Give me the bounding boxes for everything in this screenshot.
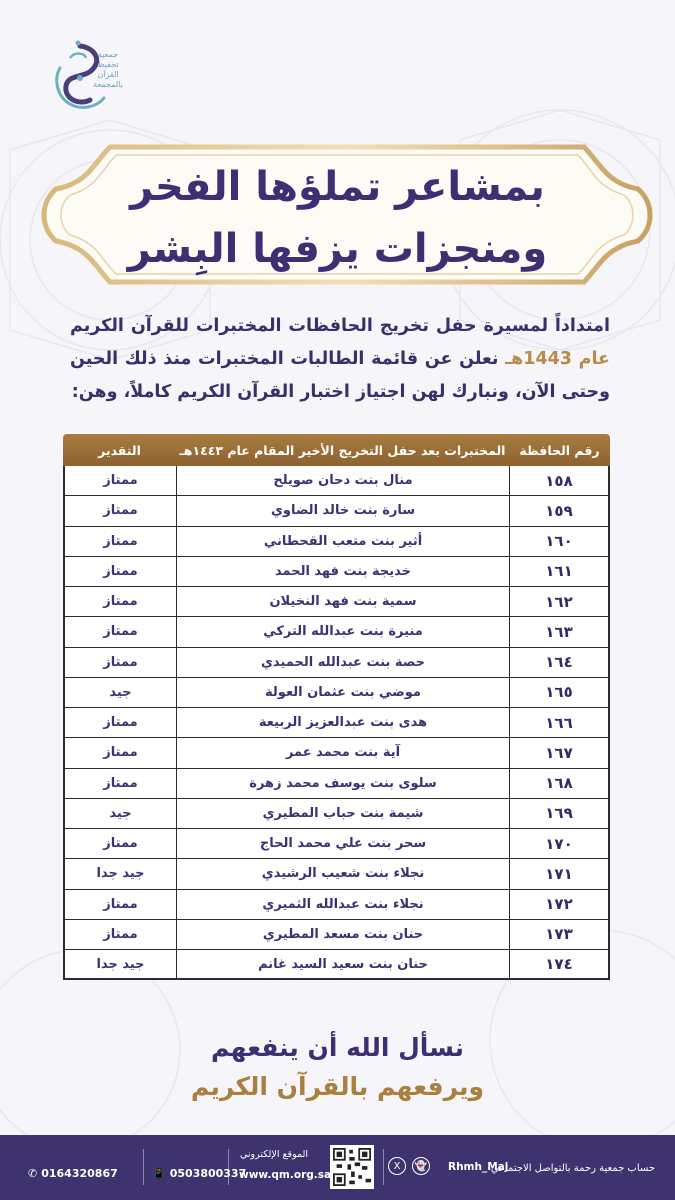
cell-grade: ممتاز — [63, 829, 176, 858]
cell-num: ١٦٥ — [509, 678, 610, 707]
table-row — [63, 466, 610, 496]
cell-num: ١٦٧ — [509, 738, 610, 767]
table-row — [63, 859, 610, 889]
cell-grade: جيد — [63, 799, 176, 828]
table-row — [63, 708, 610, 738]
cell-grade: ممتاز — [63, 496, 176, 525]
cell-name: آية بنت محمد عمر — [176, 738, 509, 767]
table-row — [63, 617, 610, 647]
cell-grade: ممتاز — [63, 648, 176, 677]
cell-num: ١٧٤ — [509, 950, 610, 978]
social-icons — [388, 1157, 430, 1175]
website-label: الموقع الإلكتروني — [240, 1149, 309, 1160]
cell-name: سلوى بنت يوسف محمد زهرة — [176, 769, 509, 798]
cell-grade: ممتاز — [63, 920, 176, 949]
cell-grade: ممتاز — [63, 557, 176, 586]
cell-name: حنان بنت مسعد المطيري — [176, 920, 509, 949]
snapchat-icon[interactable]: 👻 — [412, 1157, 430, 1175]
header-grade: التقدير — [98, 442, 141, 458]
social-label: حساب جمعية رحمة بالتواصل الاجتماعي — [490, 1163, 655, 1174]
cell-grade: ممتاز — [63, 527, 176, 556]
table-row — [63, 829, 610, 859]
phone-landline-number: 0164320867 — [41, 1167, 118, 1180]
phone-icon: ✆ — [28, 1167, 38, 1180]
cell-grade: ممتاز — [63, 738, 176, 767]
cell-num: ١٦٤ — [509, 648, 610, 677]
cell-grade: ممتاز — [63, 769, 176, 798]
cell-num: ١٦٢ — [509, 587, 610, 616]
cell-name: شيمة بنت حباب المطيري — [176, 799, 509, 828]
closing-line1: نسأل الله أن ينفعهم — [210, 1033, 465, 1062]
cell-grade: جيد جدا — [63, 950, 176, 978]
intro-year: عام 1443هـ — [505, 349, 611, 369]
website-link[interactable]: www.qm.org.sa — [239, 1169, 332, 1181]
cell-num: ١٦٣ — [509, 617, 610, 646]
header-name: المختبرات بعد حفل التخريج الأخير المقام عام ١٤٤٣هـ — [179, 442, 506, 458]
footer-divider — [143, 1149, 144, 1185]
header-num: رقم الحافظة — [519, 442, 600, 458]
cell-name: منيرة بنت عبدالله التركي — [176, 617, 509, 646]
cell-name: حنان بنت سعيد السيد غانم — [176, 950, 509, 978]
table-row — [63, 890, 610, 920]
cell-num: ١٦١ — [509, 557, 610, 586]
table-row — [63, 678, 610, 708]
table-body — [63, 466, 610, 980]
table-row — [63, 738, 610, 768]
logo-text: جمعية تحفيظ القرآن بالمجمعة — [93, 50, 123, 89]
cell-num: ١٥٩ — [509, 496, 610, 525]
cell-num: ١٧٢ — [509, 890, 610, 919]
graduates-table — [63, 434, 610, 980]
cell-name: نجلاء بنت شعيب الرشيدي — [176, 859, 509, 888]
intro-paragraph — [70, 310, 610, 409]
cell-name: أثير بنت متعب القحطاني — [176, 527, 509, 556]
table-row — [63, 950, 610, 980]
cell-grade: جيد جدا — [63, 859, 176, 888]
banner-title-line1: بمشاعر تملؤها الفخر — [130, 164, 545, 210]
table-row — [63, 587, 610, 617]
cell-grade: ممتاز — [63, 617, 176, 646]
intro-part2: نعلن عن قائمة الطالبات المختبرات منذ ذلك الحين وحتى الآن، ونبارك لهن اجتياز اختبار القرآن الكريم كاملاً، وهن: — [70, 349, 610, 402]
phone-mobile[interactable] — [152, 1167, 246, 1180]
footer — [0, 1135, 675, 1200]
intro-part1: امتداداً لمسيرة حفل تخريج الحافظات المختبرات للقرآن الكريم — [70, 316, 610, 336]
cell-grade: ممتاز — [63, 890, 176, 919]
mobile-icon: 📱 — [152, 1167, 166, 1180]
cell-name: حصة بنت عبدالله الحميدي — [176, 648, 509, 677]
table-row — [63, 557, 610, 587]
cell-grade: ممتاز — [63, 708, 176, 737]
x-icon[interactable]: X — [388, 1157, 406, 1175]
footer-divider — [383, 1149, 384, 1185]
phone-mobile-number: 0503800337 — [169, 1167, 247, 1180]
cell-grade: ممتاز — [63, 587, 176, 616]
closing-line2: ويرفعهم بالقرآن الكريم — [190, 1072, 485, 1101]
phone-landline[interactable] — [28, 1167, 118, 1180]
cell-name: سمية بنت فهد النخيلان — [176, 587, 509, 616]
table-row — [63, 769, 610, 799]
table-row — [63, 920, 610, 950]
table-header — [63, 434, 610, 466]
cell-num: ١٦٦ — [509, 708, 610, 737]
cell-name: سارة بنت خالد الضاوي — [176, 496, 509, 525]
social-handle[interactable]: Rhmh_Maj — [448, 1161, 509, 1173]
cell-num: ١٧٠ — [509, 829, 610, 858]
banner-title-line2: ومنجزات يزفها البِشر — [127, 226, 548, 272]
cell-grade: ممتاز — [63, 466, 176, 495]
cell-name: هدى بنت عبدالعزيز الربيعة — [176, 708, 509, 737]
cell-name: نجلاء بنت عبدالله الثميري — [176, 890, 509, 919]
cell-num: ١٧٣ — [509, 920, 610, 949]
cell-num: ١٧١ — [509, 859, 610, 888]
cell-num: ١٥٨ — [509, 466, 610, 495]
cell-name: موضي بنت عثمان العولة — [176, 678, 509, 707]
cell-num: ١٦٨ — [509, 769, 610, 798]
cell-name: منال بنت دحان صويلح — [176, 466, 509, 495]
qr-code-icon — [330, 1145, 374, 1189]
cell-grade: جيد — [63, 678, 176, 707]
table-row — [63, 799, 610, 829]
cell-num: ١٦٠ — [509, 527, 610, 556]
table-row — [63, 648, 610, 678]
cell-name: سحر بنت علي محمد الحاج — [176, 829, 509, 858]
cell-num: ١٦٩ — [509, 799, 610, 828]
table-row — [63, 496, 610, 526]
cell-name: خديجة بنت فهد الحمد — [176, 557, 509, 586]
table-row — [63, 527, 610, 557]
